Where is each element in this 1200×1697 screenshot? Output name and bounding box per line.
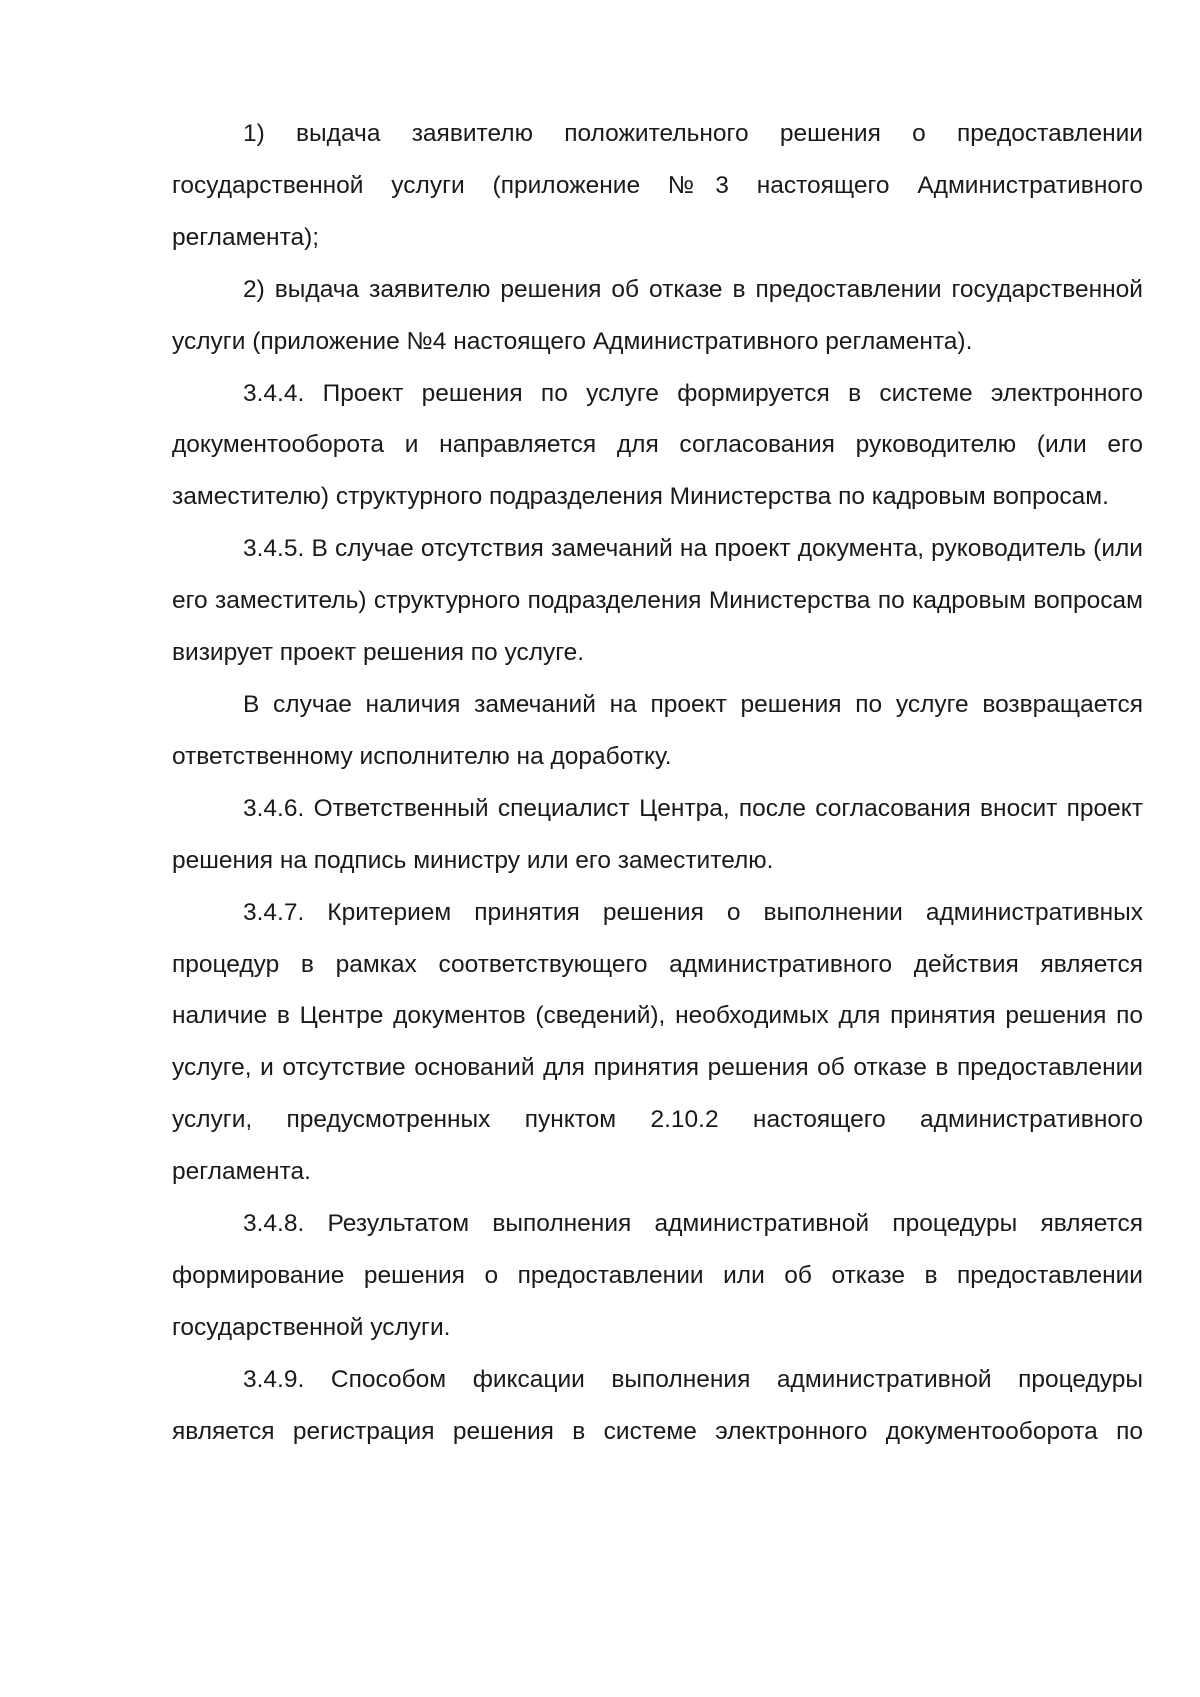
- paragraph-remarks-return: В случае наличия замечаний на проект решения по услуге возвращается ответственному исполнителю на доработку.: [172, 690, 1143, 770]
- list-item-positive-decision: 1) выдача заявителю положительного решения о предоставлении государственной услуги (приложение №3 настоящего Административного регламента);: [172, 120, 1143, 251]
- paragraph-3-4-8: 3.4.8. Результатом выполнения административной процедуры является формирование решения о предоставлении или об отказе в предоставлении государственной услуги.: [172, 1210, 1143, 1341]
- paragraph-3-4-5: 3.4.5. В случае отсутствия замечаний на проект документа, руководитель (или его заместитель) структурного подразделения Министерства по кадровым вопросам визирует проект решения по услуге.: [172, 535, 1143, 667]
- paragraph-3-4-4: 3.4.4. Проект решения по услуге формируется в системе электронного документооборота и направляется для согласования руководителю (или его заместителю) структурного подразделения Министерства по кадровым вопросам.: [172, 379, 1143, 511]
- paragraph-3-4-9: 3.4.9. Способом фиксации выполнения административной процедуры является регистрация решения в системе электронного документооборота по: [172, 1365, 1143, 1445]
- list-item-refusal-decision: 2) выдача заявителю решения об отказе в предоставлении государственной услуги (приложение №4 настоящего Административного регламента).: [172, 275, 1143, 355]
- paragraph-3-4-6: 3.4.6. Ответственный специалист Центра, после согласования вносит проект решения на подпись министру или его заместителю.: [172, 794, 1143, 874]
- document-body: [172, 108, 1143, 1458]
- paragraph-3-4-7: 3.4.7. Критерием принятия решения о выполнении административных процедур в рамках соответствующего административного действия является наличие в Центре документов (сведений), необходимых для принятия решения по услуге, и отсутствие оснований для принятия решения об отказе в предоставлении услуги, предусмотренных пунктом 2.10.2 настоящего административного регламента.: [172, 898, 1143, 1186]
